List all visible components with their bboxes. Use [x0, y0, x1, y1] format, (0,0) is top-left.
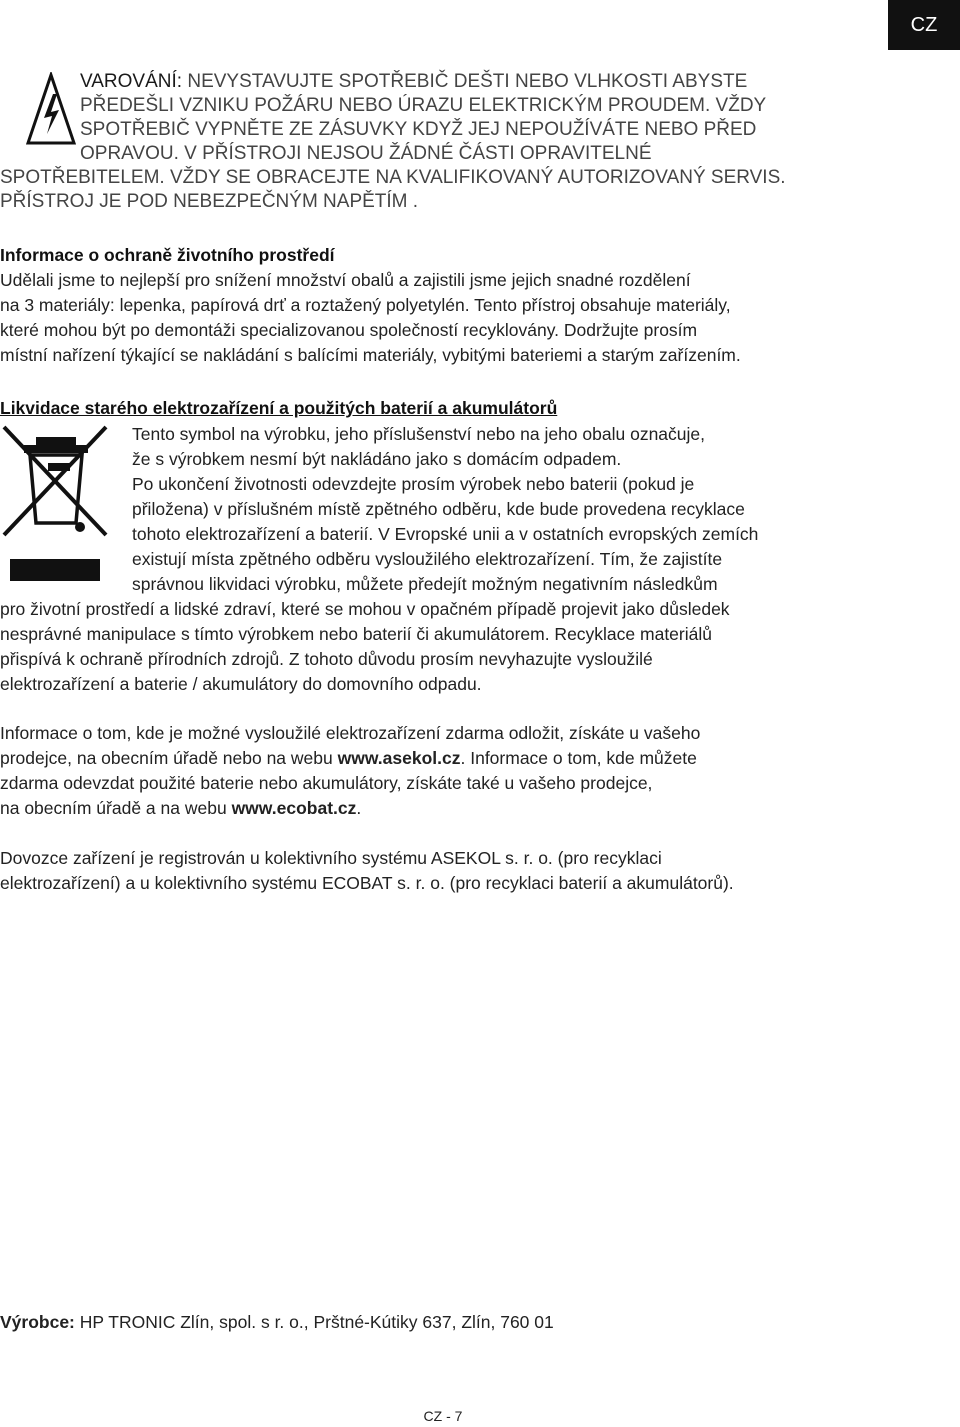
disposal-continued: [0, 597, 900, 697]
disposal-side-text: [132, 422, 902, 597]
warning-line: PŘEDEŠLI VZNIKU POŽÁRU NEBO ÚRAZU ELEKTRICKÝM PROUDEM. VŽDY: [80, 95, 767, 116]
warning-text: NEVYSTAVUJTE SPOTŘEBIČ DEŠTI NEBO VLHKOSTI ABYSTE: [187, 71, 748, 92]
disposal-line: že s výrobkem nesmí být nakládáno jako s domácím odpadem.: [132, 449, 622, 469]
disposal-line: nesprávné manipulace s tímto výrobkem nebo baterií či akumulátorem. Recyklace materiálů: [0, 624, 712, 644]
environment-line: které mohou být po demontáži specializovanou společností recyklovány. Dodržujte prosím: [0, 320, 698, 340]
collection-text: prodejce, na obecním úřadě nebo na webu: [0, 748, 338, 768]
collection-text: . Informace o tom, kde můžete: [460, 748, 697, 768]
collection-text: na obecním úřadě a na webu: [0, 798, 232, 818]
disposal-line: přiložena) v příslušném místě zpětného odběru, kde bude provedena recyklace: [132, 499, 745, 519]
disposal-line: Tento symbol na výrobku, jeho příslušenství nebo na jeho obalu označuje,: [132, 424, 705, 444]
manufacturer-info: [0, 1310, 554, 1335]
environment-section: [0, 243, 900, 368]
disposal-line: elektrozařízení a baterie / akumulátory do domovního odpadu.: [0, 674, 482, 694]
manufacturer-label: Výrobce:: [0, 1312, 75, 1332]
disposal-line: správnou likvidaci výrobku, můžete předejít možným negativním následkům: [132, 574, 718, 594]
disposal-line: pro životní prostředí a lidské zdraví, které se mohou v opačném případě projevit jako důsledek: [0, 599, 730, 619]
disposal-title-block: [0, 396, 900, 421]
warning-line: OPRAVOU. V PŘÍSTROJI NEJSOU ŽÁDNÉ ČÁSTI OPRAVITELNÉ: [80, 143, 652, 164]
disposal-line: existují místa zpětného odběru vysloužilého elektrozařízení. Tím, že zajistíte: [132, 549, 723, 569]
disposal-line: Po ukončení životnosti odevzdejte prosím výrobek nebo baterii (pokud je: [132, 474, 695, 494]
asekol-link[interactable]: www.asekol.cz: [337, 748, 461, 768]
warning-label: VAROVÁNÍ:: [80, 71, 183, 92]
crossed-out-bin-icon: [2, 423, 110, 583]
collection-line: [0, 746, 900, 771]
collection-line: zdarma odevzdat použité baterie nebo akumulátory, získáte také u vašeho prodejce,: [0, 773, 653, 793]
environment-line: Udělali jsme to nejlepší pro snížení množství obalů a zajistili jsme jejich snadné rozdělení: [0, 270, 691, 290]
warning-line: SPOTŘEBITELEM. VŽDY SE OBRACEJTE NA KVALIFIKOVANÝ AUTORIZOVANÝ SERVIS.: [0, 167, 786, 188]
collection-text: .: [356, 798, 362, 818]
collection-line: [0, 796, 900, 821]
disposal-line: tohoto elektrozařízení a baterií. V Evropské unii a v ostatních evropských zemích: [132, 524, 759, 544]
importer-section: [0, 846, 900, 896]
environment-title: Informace o ochraně životního prostředí: [0, 245, 335, 265]
warning-line: PŘÍSTROJ JE POD NEBEZPEČNÝM NAPĚTÍM .: [0, 191, 419, 212]
language-tab: CZ: [888, 0, 960, 50]
collection-section: [0, 721, 900, 821]
warning-line: SPOTŘEBIČ VYPNĚTE ZE ZÁSUVKY KDYŽ JEJ NEPOUŽÍVÁTE NEBO PŘED: [80, 119, 757, 140]
environment-line: na 3 materiály: lepenka, papírová drť a roztažený polyetylén. Tento přístroj obsahuje materiály,: [0, 295, 731, 315]
importer-line: Dovozce zařízení je registrován u kolektivního systému ASEKOL s. r. o. (pro recyklaci: [0, 848, 662, 868]
collection-line: Informace o tom, kde je možné vysloužilé elektrozařízení zdarma odložit, získáte u vašeho: [0, 723, 701, 743]
disposal-title: Likvidace starého elektrozařízení a použitých baterií a akumulátorů: [0, 398, 558, 418]
page-number: CZ - 7: [423, 1408, 463, 1424]
disposal-line: přispívá k ochraně přírodních zdrojů. Z tohoto důvodu prosím nevyhazujte vysloužilé: [0, 649, 653, 669]
safety-warning: [0, 70, 880, 214]
importer-line: elektrozařízení) a u kolektivního systému ECOBAT s. r. o. (pro recyklaci baterií a akumulátorů).: [0, 873, 734, 893]
manufacturer-text: HP TRONIC Zlín, spol. s r. o., Prštné-Kútiky 637, Zlín, 760 01: [74, 1312, 554, 1332]
ecobat-link[interactable]: www.ecobat.cz: [231, 798, 357, 818]
environment-line: místní nařízení týkající se nakládání s balícími materiály, vybitými bateriemi a starým zařízením.: [0, 345, 741, 365]
